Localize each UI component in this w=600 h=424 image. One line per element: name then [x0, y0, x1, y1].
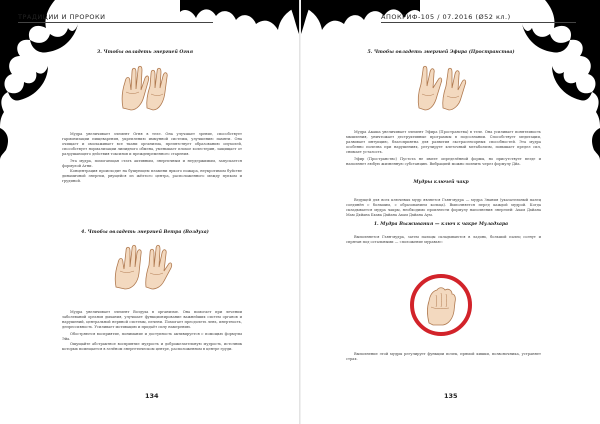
section-heading: 5. Чтобы овладеть энергией Эфира (Пространства): [367, 50, 515, 55]
tribal-ornament-left-top: [180, 0, 299, 38]
fire-mudra-hand-illustration: [117, 62, 173, 112]
section-heading: 3. Чтобы овладеть энергией Огня: [97, 50, 193, 55]
page-number: 134: [145, 392, 159, 400]
paragraph: Мудра увеличивает элемент Огня в теле. Она улучшает зрение, способствует гармонизации пищеварения, укреплению иммунной системы, улучшению памяти. Она очищает и омолаживает все ткани организма, препятствует образованию опухолей, способствует нормализации липидного обмена, уменьшает плохое холестерин, защищает от разрушающего действия токсинов и преждевременного старения.: [62, 132, 242, 156]
paragraph: Эфир (Пространство) Пустота не имеет определённой формы, но присутствует везде и наполняет любую жизненную субстанцию. Вибрацией можно полнить через формулу Дйа.: [346, 157, 541, 166]
section-body: [62, 132, 242, 184]
header-rule: [381, 22, 576, 23]
right-page: [301, 0, 600, 424]
paragraph: Мудра Акаша увеличивает элемент Эфира (Пространства) в теле. Она усиливает понятливость мышления, уничтожает деструктивные программы в подсознании. Способствует медитации, развивает интуицию, благоприятна для развития экстрасенсорных способностей. Эта мудра особенно полезна при нарушениях, регулирует клеточный метаболизм, повышает предел сил, снимает усталость.: [346, 130, 541, 154]
ether-mudra-hand-illustration: [413, 62, 469, 112]
header-rule: [18, 22, 213, 23]
section-body: [346, 130, 541, 167]
section-body: [346, 352, 541, 362]
paragraph: Эта мудра, помогающая стать активным, энергичным и неудержимым, запускается формулой Агни.: [62, 159, 242, 168]
section-body: [346, 198, 541, 218]
air-mudra-hand-illustration: [112, 243, 174, 291]
paragraph: Выполнение этой мудры регулирует функции почек, прямой кишки, позвоночника, устраняет страх.: [346, 352, 541, 361]
page-number: 135: [444, 392, 458, 400]
paragraph: Ощущайте абстрактное восприятие мудрость и доброжелательную мудрость, источник которых помещается в зелёном энергетическом центре, расположенном в центре груди.: [62, 342, 242, 351]
muladhara-mudra-illustration: [409, 273, 473, 337]
paragraph: Выполняется Гьян-мудра, затем пальцы складываются в ладонь, большой палец согнут и спрятан под остальными — «положение муравья»:: [346, 235, 541, 244]
page-header: ТРАДИЦИИ И ПРОРОКИ: [18, 13, 106, 21]
section-body: [346, 235, 541, 245]
paragraph: Обостряются восприятие, понимание и доступность активируется с помощью формулы Эйа.: [62, 332, 242, 341]
section-heading: Мудры ключей чакр: [413, 180, 469, 185]
page-header: АПОКРИФ-105 / 07.2016 (Ø52 кл.): [381, 13, 511, 21]
section-body: [62, 310, 242, 352]
paragraph: Ведущей для всех ключевых мудр является Гьян-мудра — мудра Знания (указательный палец соединён с большим, с образованием кольца). Выполняется перед каждой мудрой. Когда складывается мудра чакры, необходимо произнести формулу наполнения энергией: Ахам Дхйана Мам Дхйана Бхава Дхйана Ахам Дхйана Аум.: [346, 198, 541, 217]
left-page: [0, 0, 299, 424]
section-heading: 1. Мудра Выживания — ключ к чакре Муладхара: [373, 222, 509, 227]
paragraph: Концентрация происходит на бушующем пламени яркого пожара, неукротимом буйстве динамичной энергии, рвущейся из жёлтого центра, расположенного между пупком и грудиной.: [62, 169, 242, 183]
paragraph: Мудра увеличивает элемент Воздуха в организме. Она помогает при лечении заболеваний органов дыхания, улучшает функционирование важнейших систем органов и нарушений, центральной нервной системы, печени. Помогает преодолеть лень, инертность, депрессивность. Усиливает мотивацию и придаёт силу намерению.: [62, 310, 242, 329]
section-heading: 4. Чтобы овладеть энергией Ветра (Воздуха): [81, 230, 209, 235]
